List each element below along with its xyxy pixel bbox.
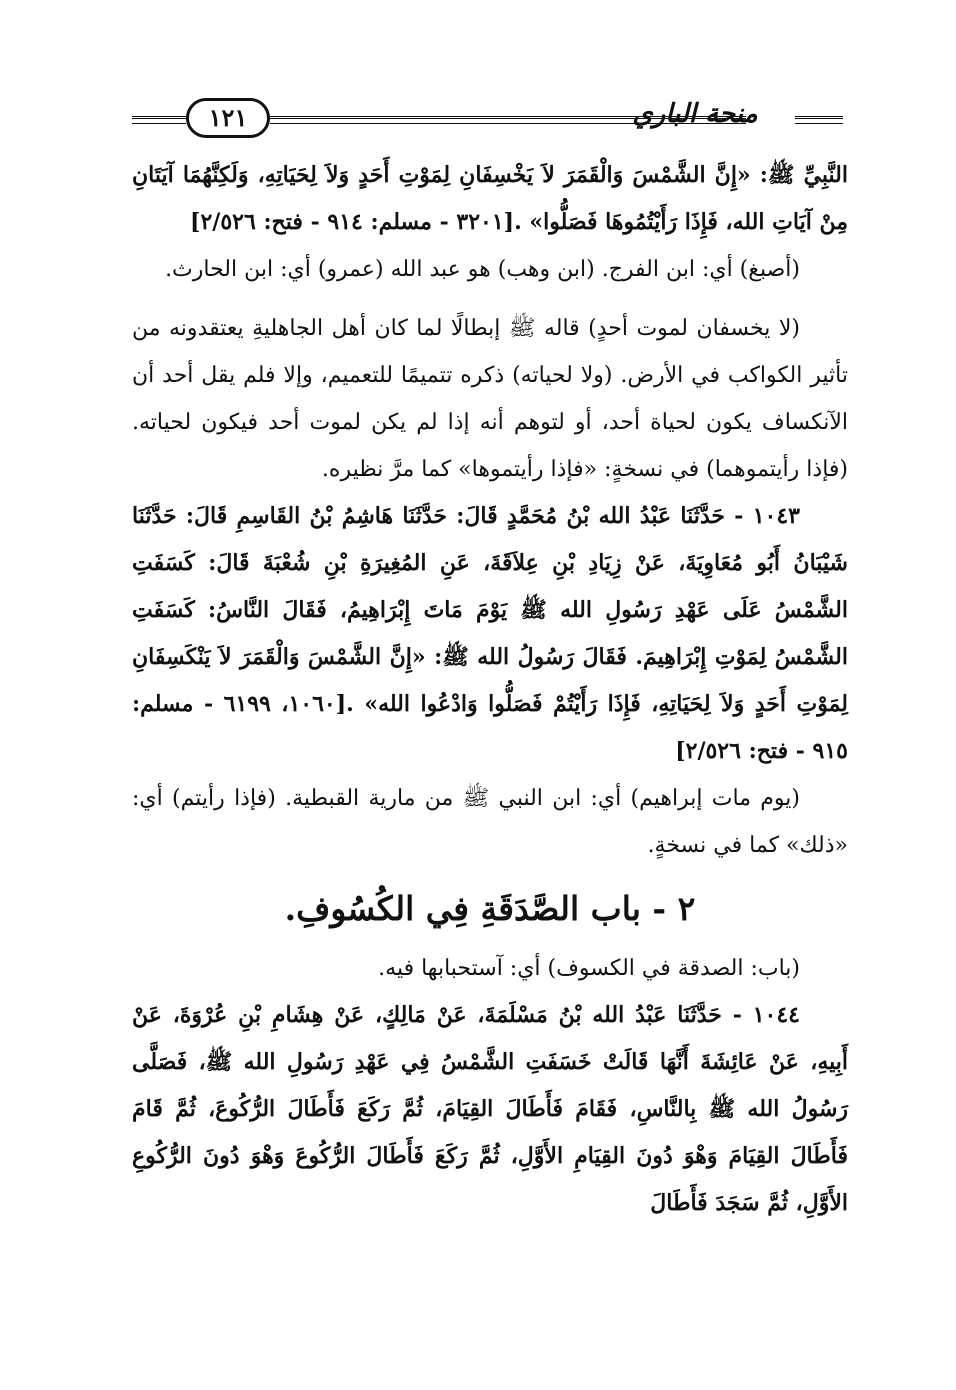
commentary-paragraph: (يوم مات إبراهيم) أي: ابن النبي ﷺ من مارية القبطية. (فإذا رأيتم) أي: «ذلك» كما في نسخةٍ. [132,786,848,858]
commentary-paragraph: (أصبغ) أي: ابن الفرج. (ابن وهب) هو عبد الله (عمرو) أي: ابن الحارث. [165,257,800,282]
hadith-text: النَّبِيِّ ﷺ: «إِنَّ الشَّمْسَ وَالْقَمَرَ لاَ يَخْسِفَانِ لِمَوْتِ أَحَدٍ وَلاَ لِحَيَاتِهِ، وَلَكِنَّهُمَا آيَتَانِ مِنْ آيَاتِ الله، فَإِذَا رَأَيْتُمُوهَا فَصَلُّوا» .[٣٢٠١ - مسلم: ٩١٤ - فتح: ٢/٥٢٦] [132,162,848,235]
page-number: ١٢١ [186,98,270,138]
commentary-paragraph: (باب: الصدقة في الكسوف) أي: آستحبابها فيه. [378,956,800,981]
hadith-text: ١٠٤٤ - حَدَّثَنَا عَبْدُ الله بْنُ مَسْلَمَةَ، عَنْ مَالِكٍ، عَنْ هِشَامِ بْنِ عُرْوَةَ، عَنْ أَبِيهِ، عَنْ عَائِشَةَ أَنَّهَا قَالَتْ خَسَفَتِ الشَّمْسُ فِي عَهْدِ رَسُولِ الله ﷺ، فَصَلَّى رَسُولُ الله ﷺ بِالنَّاسِ، فَقَامَ فَأَطَالَ القِيَامَ، ثُمَّ رَكَعَ فَأَطَالَ الرُّكُوعَ، ثُمَّ قَامَ فَأَطَالَ القِيَامَ وَهْوَ دُونَ القِيَامِ الأَوَّلِ، ثُمَّ رَكَعَ فَأَطَالَ الرُّكُوعَ وَهْوَ دُونَ الرُّكُوعِ الأَوَّلِ، ثُمَّ سَجَدَ فَأَطَالَ [132,1002,848,1216]
page-body [132,152,848,1227]
header-rule [795,123,843,124]
running-title: منحة الباري [632,99,758,129]
header-rule [132,123,186,124]
commentary-paragraph: (لا يخسفان لموت أحدٍ) قاله ﷺ إبطالًا لما كان أهل الجاهليةِ يعتقدونه من تأثير الكواكب في الأرض. (ولا لحياته) ذكره تتميمًا للتعميم، وإلا فلم يقل أحد أن الآنكساف يكون لحياة أحد، أو لتوهم أنه إذا لم يكن لموت أحد فيكون لحياته. (فإذا رأيتموهما) في نسخةٍ: «فإذا رأيتموها» كما مرَّ نظيره. [132,316,848,482]
page-header [120,92,856,140]
chapter-title: ٢ - باب الصَّدَقَةِ فِي الكُسُوفِ. [284,889,696,928]
header-rule [795,116,843,119]
header-rule [132,116,186,119]
spacer [132,293,848,305]
hadith-text: ١٠٤٣ - حَدَّثَنَا عَبْدُ الله بْنُ مُحَمَّدٍ قَالَ: حَدَّثَنَا هَاشِمُ بْنُ القَاسِمِ قَالَ: حَدَّثَنَا شَيْبَانُ أَبُو مُعَاوِيَةَ، عَنْ زِيَادِ بْنِ عِلاَقَةَ، عَنِ المُغِيرَةِ بْنِ شُعْبَةَ قَالَ: كَسَفَتِ الشَّمْسُ عَلَى عَهْدِ رَسُولِ الله ﷺ يَوْمَ مَاتَ إِبْرَاهِيمُ، فَقَالَ النَّاسُ: كَسَفَتِ الشَّمْسُ لِمَوْتِ إِبْرَاهِيمَ. فَقَالَ رَسُولُ الله ﷺ: «إِنَّ الشَّمْسَ وَالْقَمَرَ لاَ يَنْكَسِفَانِ لِمَوْتِ أَحَدٍ وَلاَ لِحَيَاتِهِ، فَإِذَا رَأَيْتُمْ فَصَلُّوا وَادْعُوا الله» .[١٠٦٠، ٦١٩٩ - مسلم: ٩١٥ - فتح: ٢/٥٢٦] [132,503,848,764]
